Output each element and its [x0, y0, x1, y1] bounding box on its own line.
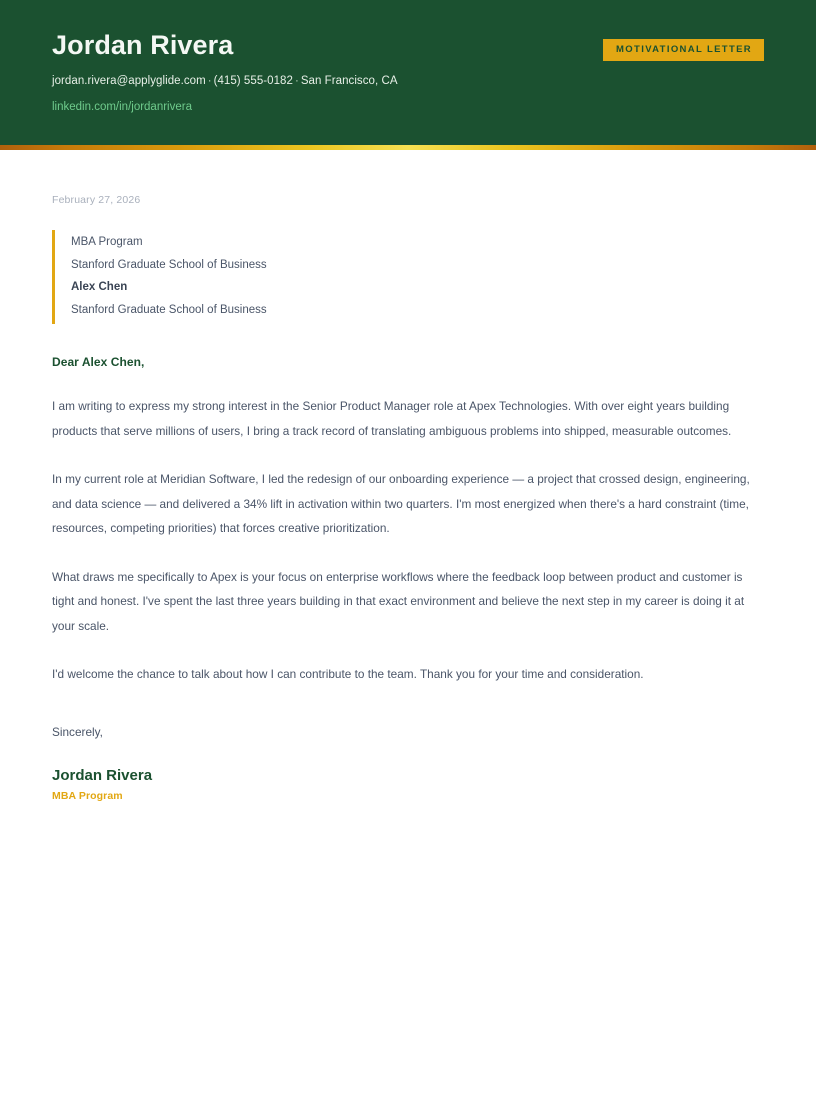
letter-date: February 27, 2026 [52, 194, 141, 206]
salutation: Dear Alex Chen, [52, 355, 145, 369]
page-title: Jordan Rivera [52, 30, 234, 60]
letter-body [0, 150, 816, 843]
contact-separator-1: · [207, 75, 212, 88]
letter-paragraph: I'd welcome the chance to talk about how I can contribute to the team. Thank you for your time and consideration. [52, 667, 644, 681]
status-badge: MOTIVATIONAL LETTER [603, 39, 764, 61]
closing-text: Sincerely, [52, 724, 103, 739]
signature-role: MBA Program [52, 789, 123, 802]
list-item: Alex Chen [71, 281, 128, 293]
contact-location: San Francisco, CA [300, 75, 398, 88]
header-gradient-divider [0, 145, 816, 150]
list-item: Stanford Graduate School of Business [71, 303, 267, 316]
header-identity [52, 30, 398, 115]
recipient-block [52, 230, 764, 324]
header-inner [52, 30, 764, 115]
contact-separator-2: · [294, 75, 299, 88]
contact-email[interactable]: jordan.rivera@applyglide.com [52, 75, 206, 88]
letter-paragraph: What draws me specifically to Apex is your focus on enterprise workflows where the feedback loop between product and customer is tight and honest. I've spent the last three years building in that exact environment and believe the next step in my career is doing it at your scale. [52, 569, 745, 633]
signature-block [52, 726, 764, 803]
contact-line [52, 75, 398, 88]
letter-paragraph: I am writing to express my strong interest in the Senior Product Manager role at Apex Technologies. With over eight years building products that serve millions of users, I bring a track record of translating ambiguous problems into shipped, measurable outcomes. [52, 399, 732, 438]
letter-paragraph: In my current role at Meridian Software, I led the redesign of our onboarding experience — a project that crossed design, engineering, and data science — and delivered a 34% lift in activation within two quarters. I'm most energized when there's a hard constraint (time, resources, competing priorities) that forces creative prioritization. [52, 472, 750, 535]
letter-header [0, 0, 816, 150]
list-item: Stanford Graduate School of Business [71, 258, 267, 271]
list-item: MBA Program [71, 236, 143, 248]
signature-name: Jordan Rivera [52, 767, 153, 785]
linkedin-link[interactable]: linkedin.com/in/jordanrivera [52, 100, 192, 113]
contact-phone[interactable]: (415) 555-0182 [213, 75, 293, 88]
